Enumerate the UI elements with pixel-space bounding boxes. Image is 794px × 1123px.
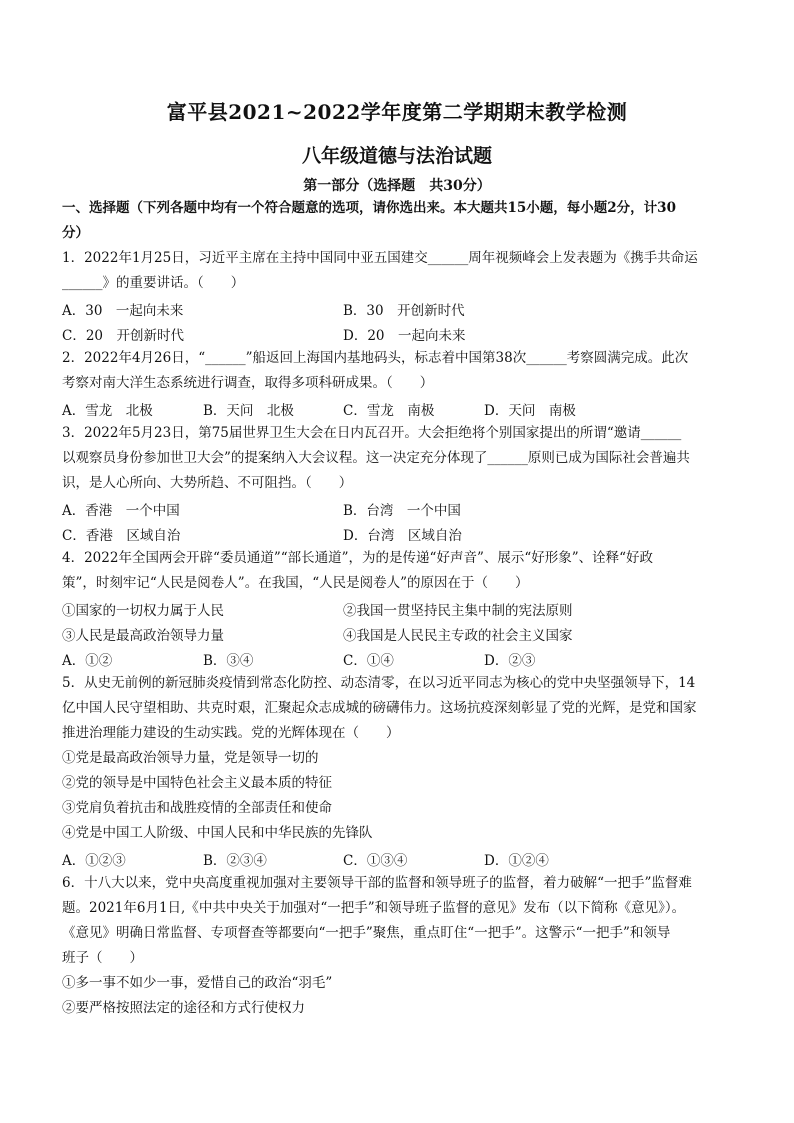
question-2-option-a: A．雪龙 北极	[62, 403, 153, 419]
question-4-statement-3: ③人民是最高政治领导力量	[62, 628, 224, 644]
section-instruction-cont: 分）	[62, 225, 89, 241]
question-1-option-c: C．20 开创新时代	[62, 328, 185, 344]
question-1-option-a: A．30 一起向未来	[62, 303, 184, 319]
question-2-stem-cont: 考察对南大洋生态系统进行调查，取得多项科研成果。（ ）	[62, 375, 434, 391]
question-5-option-b: B．②③④	[203, 853, 267, 869]
question-3-option-d: D．台湾 区域自治	[343, 528, 462, 544]
question-6-statement-1: ①多一事不如少一事，爱惜自己的政治“羽毛”	[62, 975, 333, 991]
question-3-option-c: C．香港 区域自治	[62, 528, 181, 544]
question-1-stem: 1．2022年1月25日，习近平主席在主持中国同中亚五国建交______周年视频峰会上发表题为《携手共命运	[62, 250, 698, 266]
question-5-statement-4: ④党是中国工人阶级、中国人民和中华民族的先锋队	[62, 825, 373, 841]
question-4-stem: 4．2022年全国两会开辟“委员通道”“部长通道”，为的是传递“好声音”、展示“好形象”、诠释“好政	[62, 550, 654, 566]
question-3-stem: 3．2022年5月23日，第75届世界卫生大会在日内瓦召开。大会拒绝将个别国家提出的所谓“邀请______	[62, 425, 682, 441]
question-5-option-c: C．①③④	[343, 853, 408, 869]
question-1-option-d: D．20 一起向未来	[343, 328, 466, 344]
question-5-option-d: D．①②④	[484, 853, 549, 869]
section-instruction: 一、选择题（下列各题中均有一个符合题意的选项，请你选出来。本大题共15小题，每小题2分，计30	[62, 200, 676, 216]
exam-subtitle: 八年级道德与法治试题	[301, 145, 492, 167]
question-5-option-a: A．①②③	[62, 853, 126, 869]
question-2-option-d: D．天问 南极	[484, 403, 576, 419]
question-5-statement-1: ①党是最高政治领导力量，党是领导一切的	[62, 750, 319, 766]
question-4-option-a: A．①②	[62, 653, 113, 669]
question-1-option-b: B．30 开创新时代	[343, 303, 465, 319]
question-4-statement-1: ①国家的一切权力属于人民	[62, 603, 224, 619]
question-4-option-c: C．①④	[343, 653, 394, 669]
question-6-stem: 6．十八大以来，党中央高度重视加强对主要领导干部的监督和领导班子的监督，着力破解“一把手”监督难	[62, 875, 692, 891]
question-3-option-b: B．台湾 一个中国	[343, 503, 461, 519]
question-4-option-b: B．③④	[203, 653, 254, 669]
question-4-stem-cont: 策”，时刻牢记“人民是阅卷人”。在我国，“人民是阅卷人”的原因在于（ ）	[62, 575, 529, 591]
question-4-option-d: D．②③	[484, 653, 536, 669]
question-4-statement-2: ②我国一贯坚持民主集中制的宪法原则	[343, 603, 573, 619]
question-5-statement-3: ③党肩负着抗击和战胜疫情的全部责任和使命	[62, 800, 332, 816]
question-6-stem-cont2: 《意见》明确日常监督、专项督查等都要向“一把手”聚焦，重点盯住“一把手”。这警示“一把手”和领导	[62, 925, 671, 941]
question-2-option-b: B．天问 北极	[203, 403, 294, 419]
question-3-stem-cont: 以观察员身份参加世卫大会”的提案纳入大会议程。这一决定充分体现了______原则已成为国际社会普遍共	[62, 450, 690, 466]
question-5-stem-cont: 亿中国人民守望相助、共克时艰，汇聚起众志成城的磅礴伟力。这场抗疫深刻彰显了党的光辉，是党和国家	[62, 700, 697, 716]
question-6-statement-2: ②要严格按照法定的途径和方式行使权力	[62, 1000, 305, 1016]
question-5-statement-2: ②党的领导是中国特色社会主义最本质的特征	[62, 775, 332, 791]
question-3-stem-cont2: 识，是人心所向、大势所趋、不可阻挡。（ ）	[62, 475, 353, 491]
question-6-stem-cont: 题。2021年6月1日,《中共中央关于加强对“一把手”和领导班子监督的意见》发布（以下简称《意见》）。	[62, 900, 686, 916]
part-heading: 第一部分（选择题 共30分）	[303, 178, 491, 194]
question-6-stem-cont3: 班子（ ）	[62, 950, 143, 966]
question-1-stem-cont: ______》的重要讲话。（ ）	[62, 275, 245, 291]
question-5-stem: 5．从史无前例的新冠肺炎疫情到常态化防控、动态清零，在以习近平同志为核心的党中央坚强领导下，14	[62, 675, 696, 691]
question-5-stem-cont2: 推进治理能力建设的生动实践。党的光辉体现在（ ）	[62, 725, 400, 741]
question-4-statement-4: ④我国是人民民主专政的社会主义国家	[343, 628, 573, 644]
exam-title: 富平县2021~2022学年度第二学期期末教学检测	[166, 100, 628, 124]
question-2-stem: 2．2022年4月26日，“______”船返回上海国内基地码头，标志着中国第38次______考察圆满完成。此次	[62, 350, 689, 366]
question-2-option-c: C．雪龙 南极	[343, 403, 435, 419]
question-3-option-a: A．香港 一个中国	[62, 503, 180, 519]
